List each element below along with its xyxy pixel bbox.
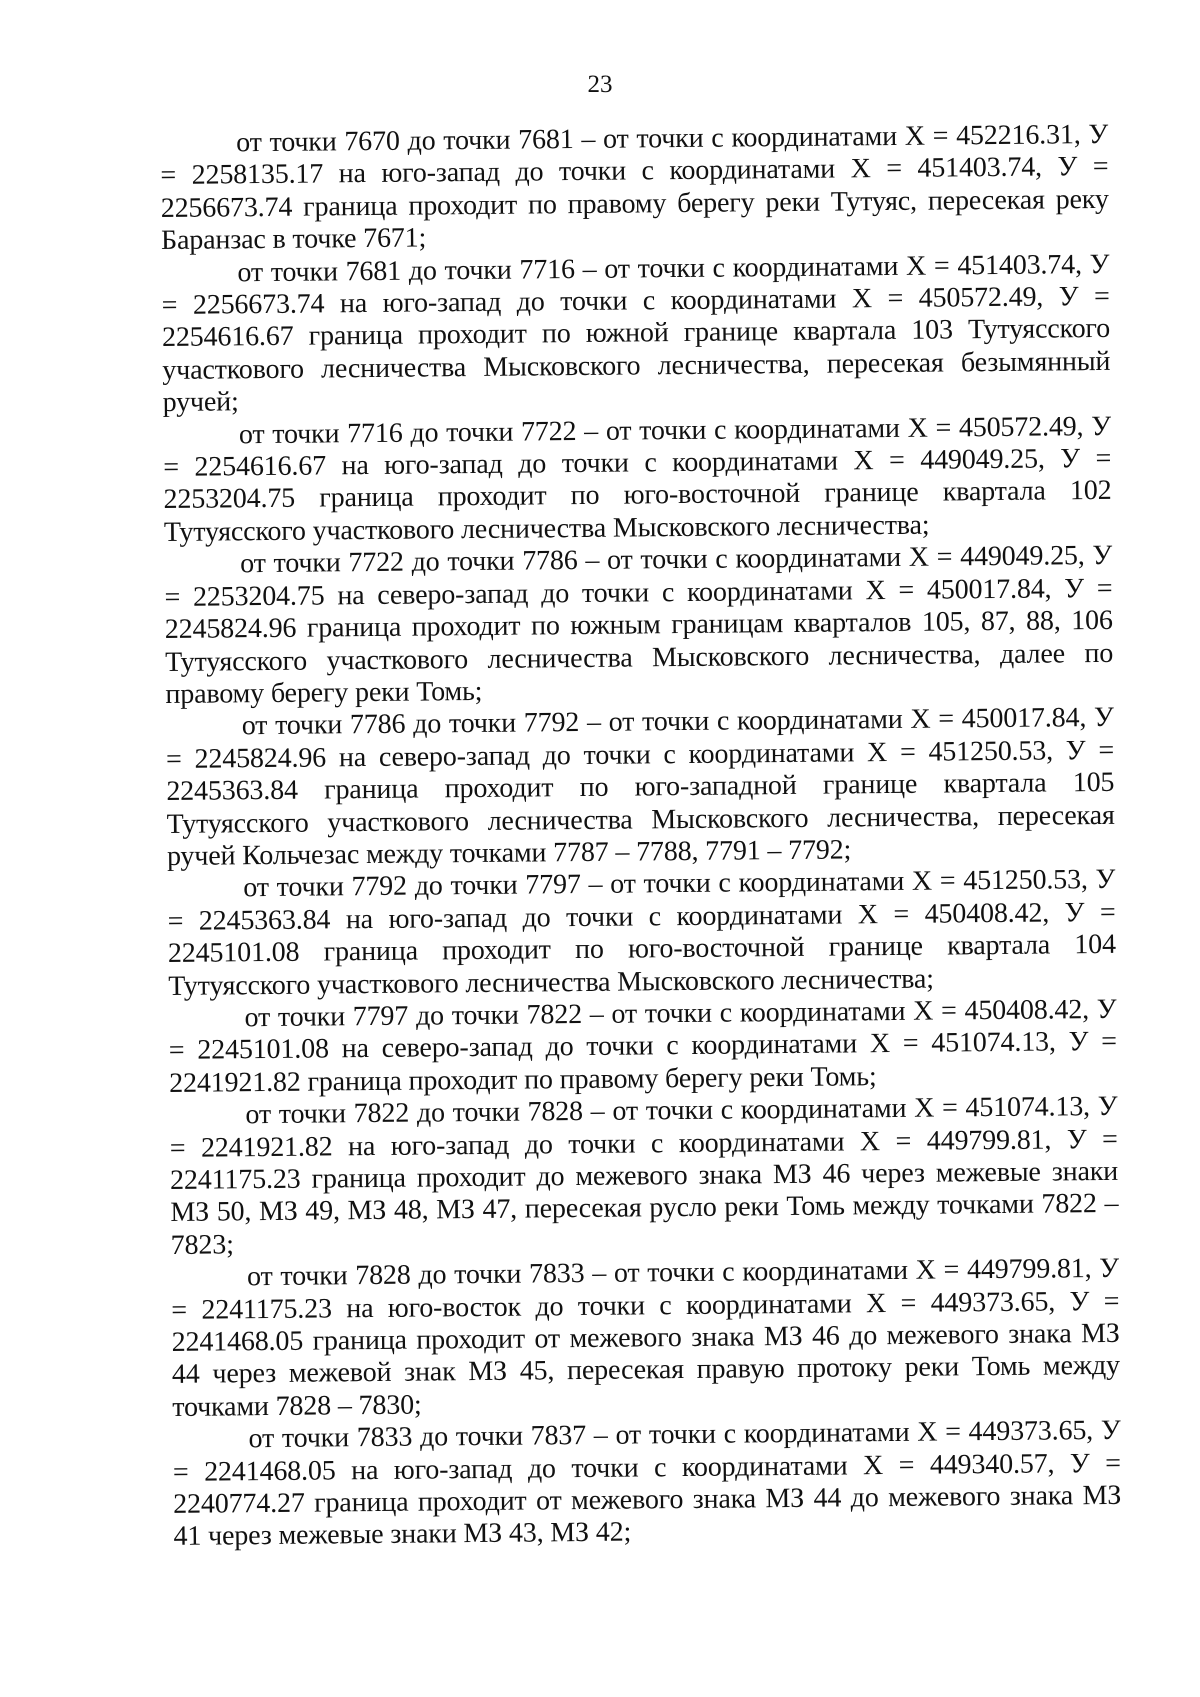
boundary-paragraph: от точки 7792 до точки 7797 – от точки с координатами Х = 451250.53, У = 2245363.84 на юго-запад до точки с координатами Х = 450408.42, У = 2245101.08 граница проходит по юго-восточной границе квартала 104 Тутуясского участкового лесничества Мысковского лесничества; xyxy=(167,864,1117,1002)
boundary-paragraph: от точки 7822 до точки 7828 – от точки с координатами Х = 451074.13, У = 2241921.82 на юго-запад до точки с координатами Х = 449799.81, У = 2241175.23 граница проходит до межевого знака МЗ 46 через межевые знаки МЗ 50, МЗ 49, МЗ 48, МЗ 47, пересекая русло реки Томь между точками 7822 – 7823; xyxy=(169,1091,1119,1261)
boundary-paragraph: от точки 7681 до точки 7716 – от точки с координатами Х = 451403.74, У = 2256673.74 на юго-запад до точки с координатами Х = 450572.49, У = 2254616.67 граница проходит по южной границе квартала 103 Тутуясского участкового лесничества Мысковского лесничества, пересекая безымянный ручей; xyxy=(161,248,1111,419)
boundary-paragraph: от точки 7828 до точки 7833 – от точки с координатами Х = 449799.81, У = 2241175.23 на юго-восток до точки с координатами Х = 449373.65, У = 2241468.05 граница проходит от межевого знака МЗ 46 до межевого знака МЗ 44 через межевой знак МЗ 45, пересекая правую протоку реки Томь между точками 7828 – 7830; xyxy=(171,1253,1121,1423)
boundary-paragraph: от точки 7786 до точки 7792 – от точки с координатами Х = 450017.84, У = 2245824.96 на северо-запад до точки с координатами Х = 451250.53, У = 2245363.84 граница проходит по юго-западной границе квартала 105 Тутуясского участкового лесничества Мысковского лесничества, пересекая ручей Кольчезас между точками 7787 – 7788, 7791 – 7792; xyxy=(165,702,1115,872)
boundary-paragraph: от точки 7722 до точки 7786 – от точки с координатами Х = 449049.25, У = 2253204.75 на северо-запад до точки с координатами Х = 450017.84, У = 2245824.96 граница проходит по южным границам кварталов 105, 87, 88, 106 Тутуясского участкового лесничества Мысковского лесничества, далее по правому берегу реки Томь; xyxy=(164,540,1114,710)
body-text xyxy=(160,119,1122,1554)
boundary-paragraph: от точки 7670 до точки 7681 – от точки с координатами Х = 452216.31, У = 2258135.17 на юго-запад до точки с координатами Х = 451403.74, У = 2256673.74 граница проходит по правому берегу реки Тутуяс, пересекая реку Баранзас в точке 7671; xyxy=(160,118,1109,257)
boundary-paragraph: от точки 7716 до точки 7722 – от точки с координатами Х = 450572.49, У = 2254616.67 на юго-запад до точки с координатами Х = 449049.25, У = 2253204.75 граница проходит по юго-восточной границе квартала 102 Тутуясского участкового лесничества Мысковского лесничества; xyxy=(163,410,1112,548)
boundary-paragraph: от точки 7833 до точки 7837 – от точки с координатами Х = 449373.65, У = 2241468.05 на юго-запад до точки с координатами Х = 449340.57, У = 2240774.27 граница проходит от межевого знака МЗ 44 до межевого знака МЗ 41 через межевые знаки МЗ 43, МЗ 42; xyxy=(172,1415,1122,1553)
boundary-paragraph: от точки 7797 до точки 7822 – от точки с координатами Х = 450408.42, У = 2245101.08 на северо-запад до точки с координатами Х = 451074.13, У = 2241921.82 граница проходит по правому берегу реки Томь; xyxy=(168,993,1117,1099)
page-number: 23 xyxy=(587,71,613,98)
